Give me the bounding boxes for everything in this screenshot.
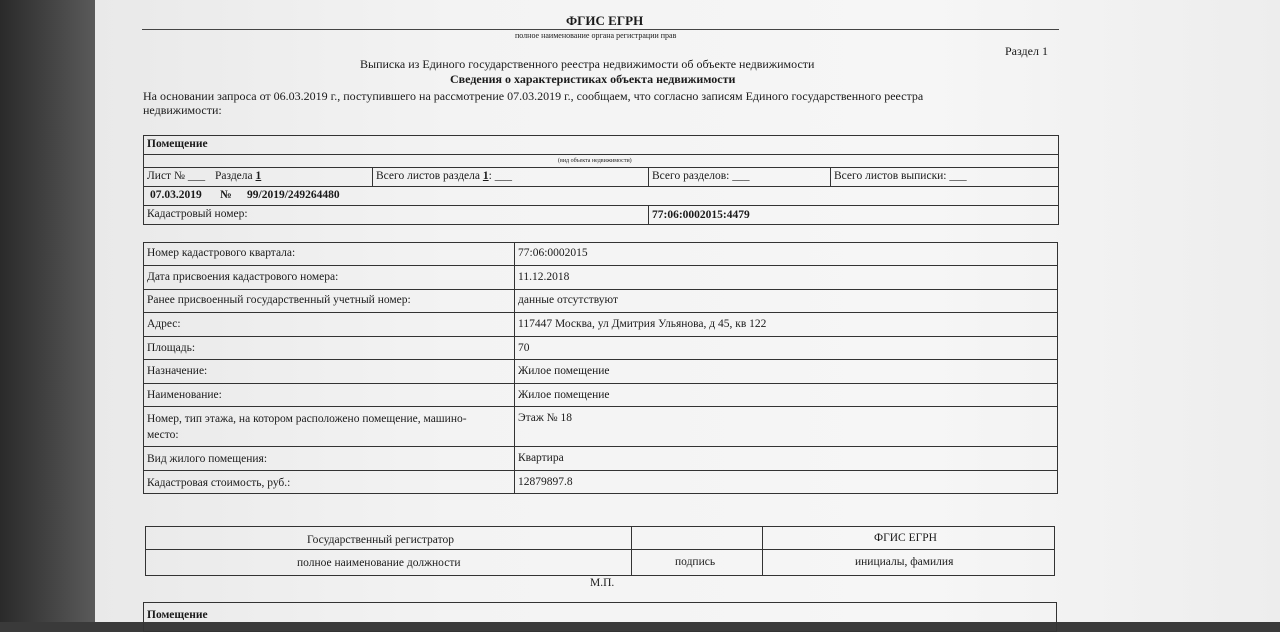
row-value: 12879897.8 xyxy=(518,476,573,488)
extract-number-sign: № xyxy=(220,189,232,201)
total-sections: Всего разделов: ___ xyxy=(652,170,750,182)
row-label: Площадь: xyxy=(147,342,196,354)
rule xyxy=(143,265,1058,266)
intro-text-line2: недвижимости: xyxy=(143,103,222,117)
row-label: Дата присвоения кадастрового номера: xyxy=(147,271,339,283)
row-value: 77:06:0002015 xyxy=(518,247,588,259)
rule xyxy=(145,549,1055,550)
document-subheading: Сведения о характеристиках объекта недвижимости xyxy=(450,72,736,86)
rule xyxy=(143,470,1058,471)
document-heading: Выписка из Единого государственного реестра недвижимости об объекте недвижимости xyxy=(360,57,815,71)
extract-date: 07.03.2019 xyxy=(150,189,202,201)
rule xyxy=(372,167,373,186)
row-value: данные отсутствуют xyxy=(518,294,618,306)
rule xyxy=(514,242,515,494)
row-label: Номер, тип этажа, на котором расположено помещение, машино- xyxy=(147,413,467,425)
row-label: Назначение: xyxy=(147,365,208,377)
row-value: 11.12.2018 xyxy=(518,271,570,283)
rule xyxy=(143,336,1058,337)
intro-text-line1: На основании запроса от 06.03.2019 г., поступившего на рассмотрение 07.03.2019 г., сообщаем, что согласно записям Единого государственного реестра xyxy=(143,89,924,103)
rule xyxy=(143,383,1058,384)
caption-position: полное наименование должности xyxy=(297,557,461,569)
next-object-block xyxy=(143,602,1057,632)
registry-subtitle: полное наименование органа регистрации прав xyxy=(515,31,677,40)
caption-signature: подпись xyxy=(675,556,716,568)
rule xyxy=(143,312,1058,313)
row-label: Номер кадастрового квартала: xyxy=(147,247,296,259)
rule xyxy=(143,359,1058,360)
registrar-org: ФГИС ЕГРН xyxy=(874,532,937,544)
rule xyxy=(143,446,1058,447)
object-type-caption: (вид объекта недвижимости) xyxy=(558,158,632,164)
row-label: Адрес: xyxy=(147,318,181,330)
rule xyxy=(830,167,831,186)
object-type: Помещение xyxy=(147,138,208,150)
row-label-continued: место: xyxy=(147,429,179,441)
header-underline xyxy=(142,29,1059,30)
caption-name: инициалы, фамилия xyxy=(855,556,954,568)
rule xyxy=(143,205,1059,206)
extract-number: 99/2019/249264480 xyxy=(247,189,340,201)
next-object-type: Помещение xyxy=(147,609,208,621)
row-label: Кадастровая стоимость, руб.: xyxy=(147,477,291,489)
row-value: Квартира xyxy=(518,452,564,464)
row-label: Вид жилого помещения: xyxy=(147,453,268,465)
total-extract-sheets: Всего листов выписки: ___ xyxy=(834,170,967,182)
row-value: Жилое помещение xyxy=(518,389,610,401)
row-label: Наименование: xyxy=(147,389,222,401)
rule xyxy=(648,205,649,225)
row-label: Ранее присвоенный государственный учетный номер: xyxy=(147,294,411,306)
rule xyxy=(143,154,1059,155)
rule xyxy=(143,167,1059,168)
row-value: Жилое помещение xyxy=(518,365,610,377)
rule xyxy=(762,526,763,576)
registry-title: ФГИС ЕГРН xyxy=(566,13,644,28)
cadastral-number-value: 77:06:0002015:4479 xyxy=(652,209,750,221)
screen-bezel xyxy=(0,0,95,622)
row-value: 70 xyxy=(518,342,530,354)
total-sheets-section: Всего листов раздела 1: ___ xyxy=(376,170,512,182)
rule xyxy=(143,289,1058,290)
registrar-position: Государственный регистратор xyxy=(307,534,454,546)
rule xyxy=(631,526,632,576)
row-value: 117447 Москва, ул Дмитрия Ульянова, д 45, кв 122 xyxy=(518,318,767,330)
rule xyxy=(648,167,649,186)
sheet-label: Лист № ___ xyxy=(147,170,206,182)
rule xyxy=(143,406,1058,407)
section-label: Раздел 1 xyxy=(1005,44,1048,58)
section-of-label: Раздела 1 xyxy=(215,170,262,182)
rule xyxy=(143,186,1059,187)
cadastral-number-label: Кадастровый номер: xyxy=(147,208,248,220)
stamp-place: М.П. xyxy=(590,577,615,589)
row-value: Этаж № 18 xyxy=(518,412,573,424)
